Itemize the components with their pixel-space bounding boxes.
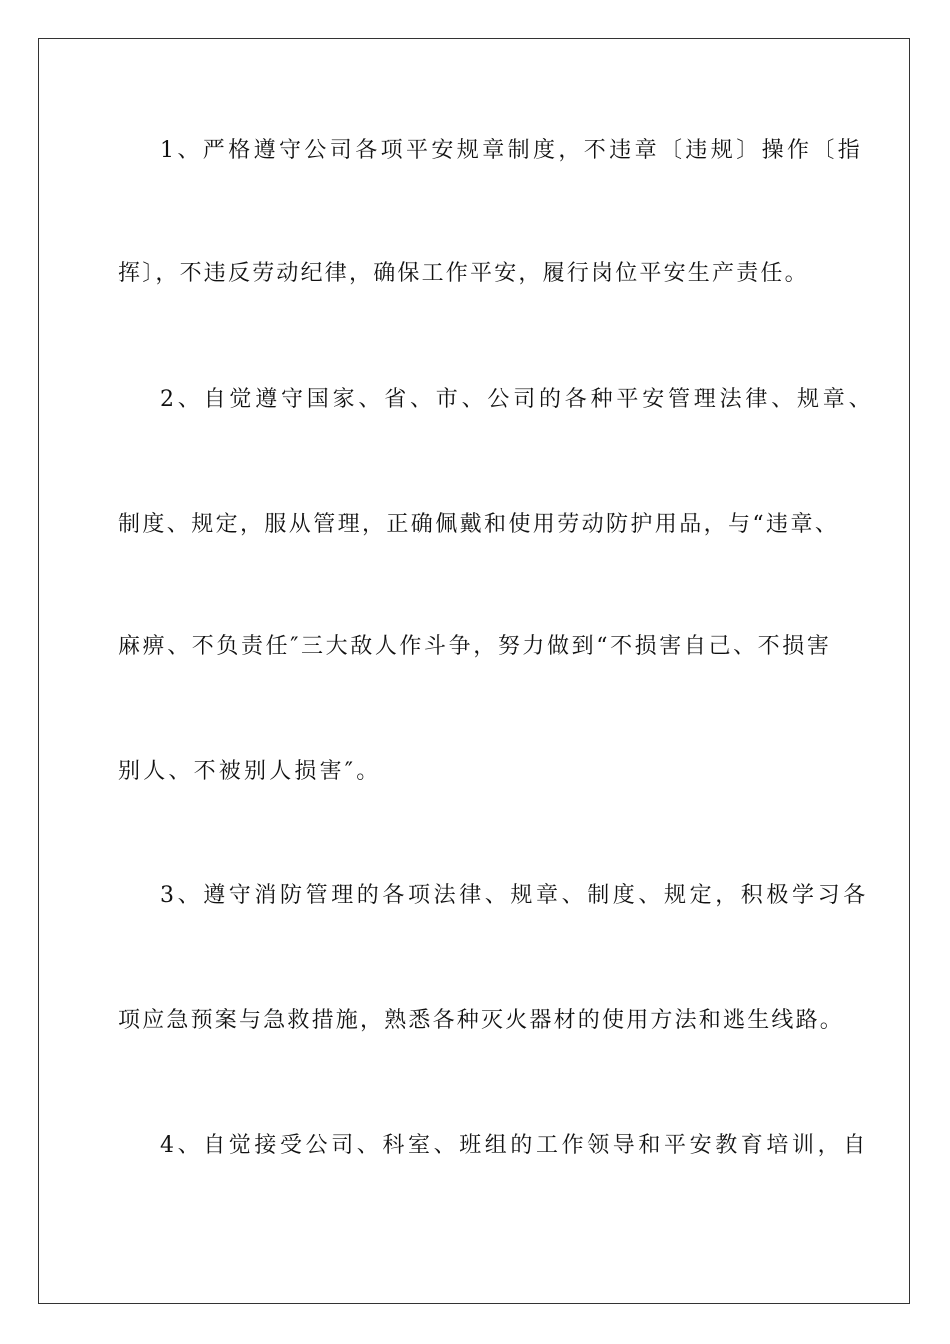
paragraph-2-line-2: 制度、规定，服从管理，正确佩戴和使用劳动防护用品，与“违章、: [118, 512, 840, 537]
paragraph-1-line-1: 1、严格遵守公司各项平安规章制度，不违章〔违规〕操作〔指: [160, 138, 864, 163]
page-frame: [38, 38, 910, 1304]
paragraph-3-line-2: 项应急预案与急救措施，熟悉各种灭火器材的使用方法和逃生线路。: [118, 1008, 845, 1033]
paragraph-2-line-1: 2、自觉遵守国家、省、市、公司的各种平安管理法律、规章、: [160, 387, 875, 412]
paragraph-3-line-1: 3、遵守消防管理的各项法律、规章、制度、规定，积极学习各: [160, 883, 869, 908]
paragraph-1-line-2: 挥〕，不违反劳动纪律，确保工作平安，履行岗位平安生产责任。: [118, 261, 809, 286]
paragraph-4-line-1: 4、自觉接受公司、科室、班组的工作领导和平安教育培训，自: [160, 1133, 869, 1158]
paragraph-2-line-3: 麻痹、不负责任″三大敌人作斗争，努力做到“不损害自己、不损害: [118, 634, 832, 659]
paragraph-2-line-4: 别人、不被别人损害″。: [118, 759, 382, 784]
